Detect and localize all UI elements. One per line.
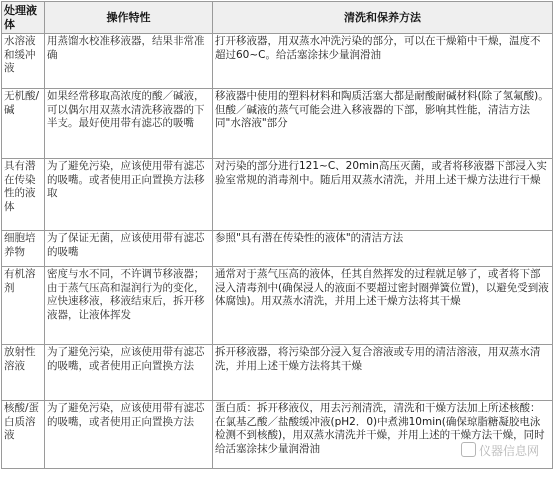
header-row [2, 2, 553, 34]
cleaning-method-cell: 蛋白质：拆开移液仪，用去污剂清洗，清洗和干燥方法加上所述核酸：在氯基乙酸／盐酸缓冲液(pH2．0)中煮沸10min(确保琼脂糖凝胶电泳检测不到核酸)，用双蒸水清洗并干燥，并用上述的干燥方法干燥，同时给活塞涂抹少量润滑油 [213, 401, 553, 469]
table-row [2, 267, 553, 345]
cleaning-method-cell: 参照"具有潜在传染性的液体"的清洁方法 [213, 231, 553, 267]
cleaning-method-cell: 移液器中使用的塑料材料和陶质活塞大都是耐酸耐碱材料(除了氢氟酸)。但酸／碱液的蒸气可能会进入移液器的下部，影响其性能，清洁方法同"水溶液"部分 [213, 89, 553, 159]
cleaning-method-cell: 打开移液器，用双蒸水冲洗污染的部分，可以在干燥箱中干燥，温度不超过60~C。给活塞涂抹少量润滑油 [213, 34, 553, 89]
header-cleaning-method: 清洗和保养方法 [213, 2, 553, 34]
header-liquid-type: 处理液体 [2, 2, 45, 34]
table-row [2, 34, 553, 89]
table-row [2, 231, 553, 267]
table-row [2, 89, 553, 159]
watermark-text: 仪器信息网 [478, 444, 539, 458]
operating-characteristics-cell: 为了避免污染，应该使用带有滤芯的吸嘴，或者使用正向置换方法 [45, 345, 213, 401]
cleaning-method-cell: 对污染的部分进行121~C、20min高压灭菌，或者将移液器下部浸入实验室常规的消毒剂中。随后用双蒸水清洗，并用上述干燥方法进行干燥 [213, 159, 553, 231]
operating-characteristics-cell: 为了避免污染，应该使用带有滤芯的吸嘴。或者使用正向置换方法移取 [45, 159, 213, 231]
operating-characteristics-cell: 为了保证无菌，应该使用带有滤芯的吸嘴 [45, 231, 213, 267]
table-row [2, 345, 553, 401]
liquid-type-cell: 无机酸/碱 [2, 89, 45, 159]
operating-characteristics-cell: 为了避免污染，应该使用带有滤芯的吸嘴，或者使用正向置换方法 [45, 401, 213, 469]
liquid-type-cell: 放射性溶液 [2, 345, 45, 401]
cleaning-method-cell: 通常对于蒸气压高的液体，任其自然挥发的过程就足够了，或者将下部浸入清毒剂中(确保浸人的液面不要超过密封圈弹簧位置)，以避免受到液体腐蚀)。用双蒸水清洗，并用上述干燥方法将其干燥 [213, 267, 553, 345]
operating-characteristics-cell: 密度与水不同，不许调节移液器；由于蒸气压高和湿润行为的变化，应快速移液，移液结束后，拆开移液器，让液体挥发 [45, 267, 213, 345]
cleaning-method-cell: 拆开移液器，将污染部分浸入复合溶液或专用的清洁溶液，用双蒸水清洗，并用上述干燥方法将其干燥 [213, 345, 553, 401]
liquid-type-cell: 具有潜在传染性的液体 [2, 159, 45, 231]
table-row [2, 401, 553, 469]
liquid-type-cell: 水溶液和缓冲液 [2, 34, 45, 89]
liquid-type-cell: 有机溶剂 [2, 267, 45, 345]
liquid-type-cell: 细胞培养物 [2, 231, 45, 267]
liquid-handling-table [1, 1, 553, 469]
table-row [2, 159, 553, 231]
operating-characteristics-cell: 用蒸馏水校准移液器，结果非常准确 [45, 34, 213, 89]
header-operating-characteristics: 操作特性 [45, 2, 213, 34]
liquid-type-cell: 核酸/蛋白质溶液 [2, 401, 45, 469]
operating-characteristics-cell: 如果经常移取高浓度的酸／碱液，可以偶尔用双蒸水清洗移液器的下半支。最好使用带有滤芯的吸嘴 [45, 89, 213, 159]
